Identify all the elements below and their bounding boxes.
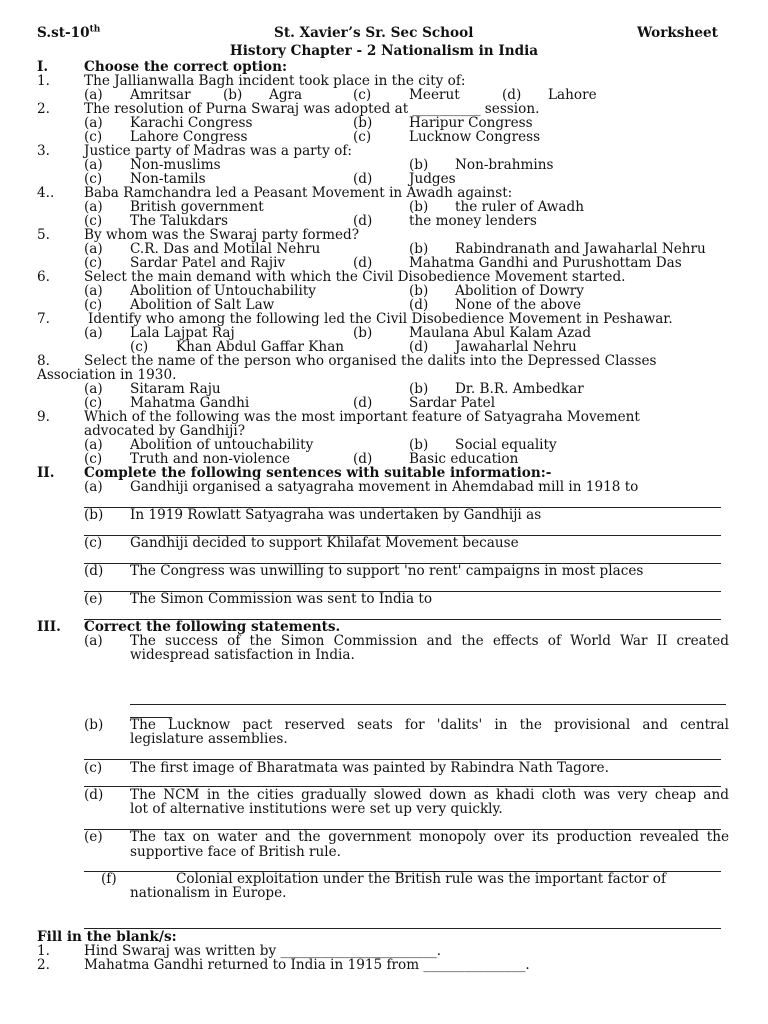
fill-blank-text[interactable]: Hind Swaraj was written by _______________________. bbox=[84, 943, 442, 959]
question-text: The resolution of Purna Swaraj was adopted at __________ session. bbox=[84, 101, 540, 117]
option-label: (a) bbox=[84, 325, 103, 341]
option-text: Abolition of Salt Law bbox=[130, 297, 275, 313]
item-label: (f) bbox=[101, 871, 117, 887]
option-text: The Talukdars bbox=[130, 213, 228, 229]
section-3-number: III. bbox=[37, 619, 61, 635]
option-text: Truth and non-violence bbox=[130, 451, 291, 467]
item-label: (c) bbox=[84, 535, 103, 551]
option-label: (c) bbox=[84, 297, 103, 313]
subject-code: S.st-10th bbox=[37, 24, 101, 41]
option-text: Maulana Abul Kalam Azad bbox=[409, 325, 592, 341]
option-text: Lucknow Congress bbox=[409, 129, 541, 145]
question-text: Baba Ramchandra led a Peasant Movement in Awadh against: bbox=[84, 185, 513, 201]
statement-text-continued: supportive face of British rule. bbox=[130, 844, 341, 860]
option-text: Non-brahmins bbox=[455, 157, 554, 173]
question-text-continued: advocated by Gandhiji? bbox=[84, 423, 245, 439]
statement-text: The Lucknow pact reserved seats for 'dalits' in the provisional and central bbox=[130, 717, 729, 733]
option-text: Abolition of Dowry bbox=[455, 283, 584, 299]
option-label: (a) bbox=[84, 283, 103, 299]
statement-text: The NCM in the cities gradually slowed down as khadi cloth was very cheap and bbox=[130, 787, 729, 803]
option-label: (d) bbox=[353, 255, 373, 271]
item-label: (d) bbox=[84, 787, 104, 803]
option-label: (d) bbox=[353, 213, 373, 229]
statement-text-continued: widespread satisfaction in India. bbox=[130, 647, 355, 663]
question-number: 9. bbox=[37, 409, 50, 425]
chapter-title: History Chapter - 2 Nationalism in India bbox=[229, 43, 539, 59]
option-text: Sitaram Raju bbox=[130, 381, 221, 397]
option-text: Basic education bbox=[409, 451, 519, 467]
option-text: Jawaharlal Nehru bbox=[455, 339, 577, 355]
section-3-title: Correct the following statements. bbox=[84, 619, 341, 635]
item-text: Gandhiji decided to support Khilafat Movement because bbox=[130, 535, 519, 551]
option-label: (d) bbox=[502, 87, 522, 103]
option-text: British government bbox=[130, 199, 264, 215]
option-text: Sardar Patel and Rajiv bbox=[130, 255, 286, 271]
option-text: Karachi Congress bbox=[130, 115, 253, 131]
question-number: 2. bbox=[37, 957, 50, 973]
option-text: Haripur Congress bbox=[409, 115, 533, 131]
option-text: Lahore Congress bbox=[130, 129, 248, 145]
question-text: By whom was the Swaraj party formed? bbox=[84, 227, 359, 243]
option-text: Abolition of Untouchability bbox=[130, 283, 316, 299]
item-text: Gandhiji organised a satyagraha movement in Ahemdabad mill in 1918 to bbox=[130, 479, 639, 495]
option-text: the ruler of Awadh bbox=[455, 199, 584, 215]
option-text: Khan Abdul Gaffar Khan bbox=[176, 339, 345, 355]
section-1-title: Choose the correct option: bbox=[84, 59, 288, 75]
item-text: The Simon Commission was sent to India to bbox=[130, 591, 433, 607]
item-label: (b) bbox=[84, 717, 104, 733]
option-label: (d) bbox=[353, 451, 373, 467]
option-label: (c) bbox=[353, 129, 372, 145]
document-type: Worksheet bbox=[637, 25, 718, 41]
option-text: None of the above bbox=[455, 297, 582, 313]
option-text: Agra bbox=[269, 87, 303, 103]
item-label: (a) bbox=[84, 633, 103, 649]
answer-line[interactable] bbox=[84, 928, 721, 929]
option-label: (d) bbox=[353, 395, 373, 411]
option-text: Sardar Patel bbox=[409, 395, 496, 411]
option-label: (c) bbox=[84, 171, 103, 187]
option-text: Non-muslims bbox=[130, 157, 221, 173]
option-text: Lala Lajpat Raj bbox=[130, 325, 235, 341]
option-label: (c) bbox=[353, 87, 372, 103]
option-label: (b) bbox=[409, 437, 429, 453]
option-text: Mahatma Gandhi and Purushottam Das bbox=[409, 255, 682, 271]
option-label: (c) bbox=[130, 339, 149, 355]
statement-text: The success of the Simon Commission and the effects of World War II created bbox=[130, 633, 729, 649]
question-number: 3. bbox=[37, 143, 50, 159]
option-text: Meerut bbox=[409, 87, 460, 103]
option-text: Mahatma Gandhi bbox=[130, 395, 250, 411]
statement-text-continued: nationalism in Europe. bbox=[130, 885, 287, 901]
question-number: 1. bbox=[37, 943, 50, 959]
question-text: Justice party of Madras was a party of: bbox=[84, 143, 352, 159]
option-label: (a) bbox=[84, 115, 103, 131]
item-text: The Congress was unwilling to support 'no rent' campaigns in most places bbox=[130, 563, 644, 579]
item-label: (d) bbox=[84, 563, 104, 579]
question-number: 6. bbox=[37, 269, 50, 285]
option-label: (b) bbox=[409, 199, 429, 215]
statement-text: The first image of Bharatmata was painted by Rabindra Nath Tagore. bbox=[130, 760, 609, 776]
section-4-title: Fill in the blank/s: bbox=[37, 929, 177, 945]
statement-text: Colonial exploitation under the British rule was the important factor of bbox=[176, 871, 667, 887]
option-label: (b) bbox=[409, 241, 429, 257]
option-label: (c) bbox=[84, 451, 103, 467]
option-text: Judges bbox=[409, 171, 456, 187]
option-label: (a) bbox=[84, 381, 103, 397]
option-label: (c) bbox=[84, 255, 103, 271]
question-text-continued: Association in 1930. bbox=[37, 367, 177, 383]
option-label: (b) bbox=[223, 87, 243, 103]
option-label: (b) bbox=[409, 283, 429, 299]
option-label: (d) bbox=[409, 339, 429, 355]
statement-text-continued: lot of alternative institutions were set up very quickly. bbox=[130, 801, 503, 817]
option-text: the money lenders bbox=[409, 213, 537, 229]
question-number: 2. bbox=[37, 101, 50, 117]
option-text: Abolition of untouchability bbox=[130, 437, 314, 453]
question-text: Which of the following was the most important feature of Satyagraha Movement bbox=[84, 409, 640, 425]
question-number: 7. bbox=[37, 311, 50, 327]
section-2-number: II. bbox=[37, 465, 55, 481]
option-label: (d) bbox=[353, 171, 373, 187]
item-label: (b) bbox=[84, 507, 104, 523]
option-label: (b) bbox=[409, 381, 429, 397]
item-text: In 1919 Rowlatt Satyagraha was undertaken by Gandhiji as bbox=[130, 507, 542, 523]
option-label: (c) bbox=[84, 213, 103, 229]
item-label: (a) bbox=[84, 479, 103, 495]
option-label: (b) bbox=[409, 157, 429, 173]
question-text: Select the name of the person who organised the dalits into the Depressed Classes bbox=[84, 353, 657, 369]
option-label: (a) bbox=[84, 437, 103, 453]
school-name: St. Xavier’s Sr. Sec School bbox=[274, 25, 474, 41]
question-text: Identify who among the following led the Civil Disobedience Movement in Peshawar. bbox=[88, 311, 673, 327]
question-number: 1. bbox=[37, 73, 50, 89]
option-label: (a) bbox=[84, 87, 103, 103]
question-number: 4.. bbox=[37, 185, 55, 201]
option-text: Non-tamils bbox=[130, 171, 206, 187]
item-label: (c) bbox=[84, 760, 103, 776]
option-label: (c) bbox=[84, 129, 103, 145]
option-label: (a) bbox=[84, 157, 103, 173]
option-label: (a) bbox=[84, 241, 103, 257]
option-label: (b) bbox=[353, 325, 373, 341]
option-label: (c) bbox=[84, 395, 103, 411]
answer-line[interactable] bbox=[130, 704, 726, 705]
option-text: Amritsar bbox=[130, 87, 191, 103]
statement-text: The tax on water and the government monopoly over its production revealed the bbox=[130, 829, 729, 845]
question-number: 5. bbox=[37, 227, 50, 243]
option-label: (b) bbox=[353, 115, 373, 131]
option-label: (d) bbox=[409, 297, 429, 313]
question-number: 8. bbox=[37, 353, 50, 369]
option-text: C.R. Das and Motilal Nehru bbox=[130, 241, 321, 257]
fill-blank-text[interactable]: Mahatma Gandhi returned to India in 1915 from _______________. bbox=[84, 957, 530, 973]
option-text: Social equality bbox=[455, 437, 557, 453]
option-text: Dr. B.R. Ambedkar bbox=[455, 381, 584, 397]
item-label: (e) bbox=[84, 829, 103, 845]
section-2-title: Complete the following sentences with suitable information:- bbox=[84, 465, 552, 481]
question-text: The Jallianwalla Bagh incident took place in the city of: bbox=[84, 73, 466, 89]
option-text: Lahore bbox=[548, 87, 597, 103]
question-text: Select the main demand with which the Civil Disobedience Movement started. bbox=[84, 269, 626, 285]
option-label: (a) bbox=[84, 199, 103, 215]
statement-text-continued: legislature assemblies. bbox=[130, 731, 288, 747]
item-label: (e) bbox=[84, 591, 103, 607]
option-text: Rabindranath and Jawaharlal Nehru bbox=[455, 241, 706, 257]
section-1-number: I. bbox=[37, 59, 49, 75]
